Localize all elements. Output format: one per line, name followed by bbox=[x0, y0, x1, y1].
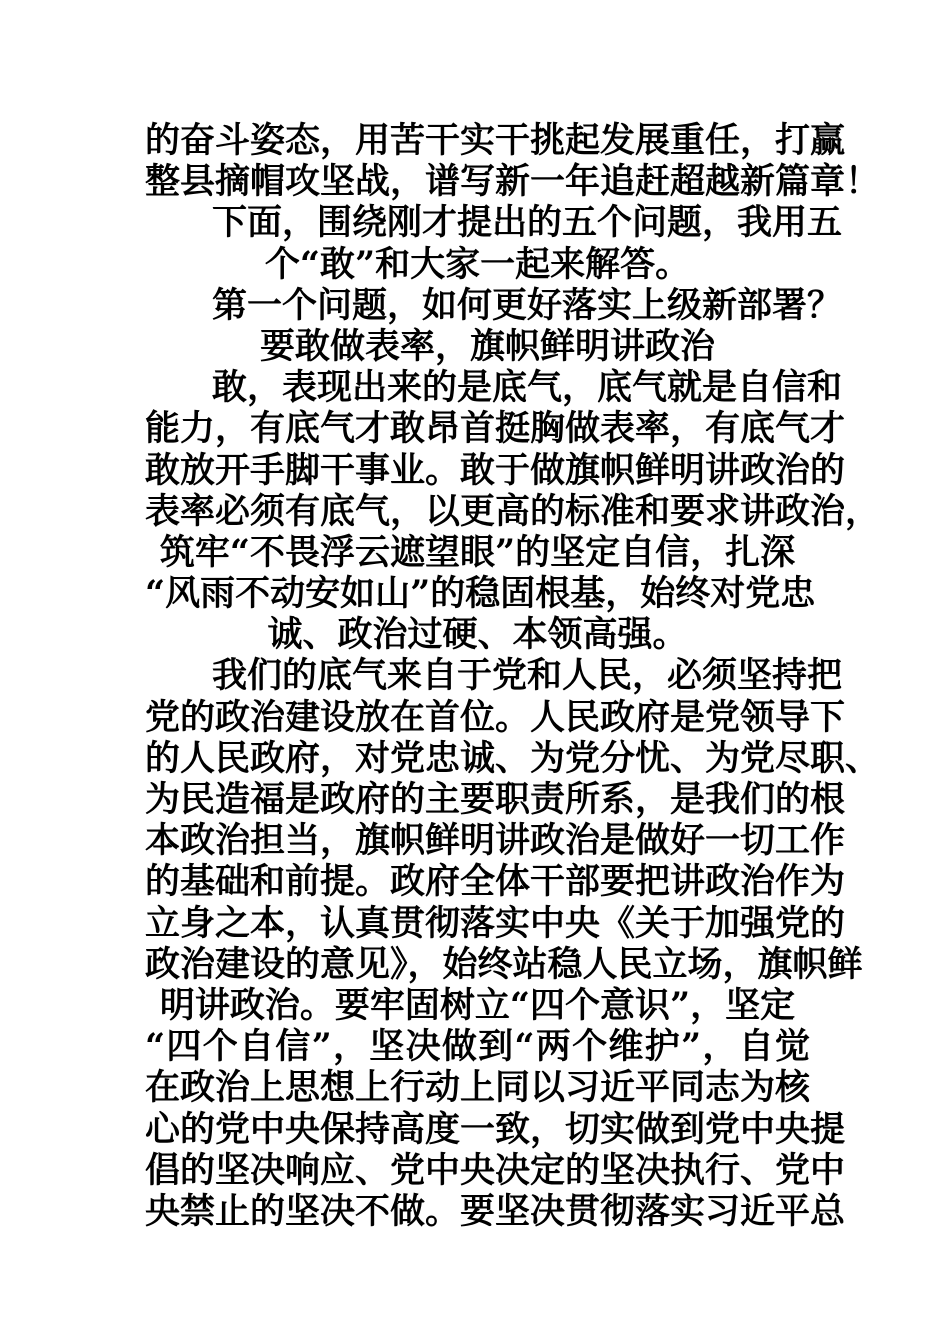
paragraph-start-line: 我们的底气来自于党和人民，必须坚持把 bbox=[212, 655, 843, 697]
paragraph-start-line: 下面，围绕刚才提出的五个问题，我用五 bbox=[212, 202, 843, 244]
text-line: 的基础和前提。政府全体干部要把讲政治作为 bbox=[145, 861, 846, 903]
text-line: 立身之本，认真贯彻落实中央《关于加强党的 bbox=[145, 902, 846, 944]
paragraph-start-line: 敢，表现出来的是底气，底气就是自信和 bbox=[212, 367, 843, 409]
paragraph-start-line: 第一个问题，如何更好落实上级新部署？ bbox=[212, 284, 843, 326]
text-line: 表率必须有底气，以更高的标准和要求讲政治， bbox=[145, 490, 881, 532]
text-line: 个“敢”和大家一起来解答。 bbox=[264, 243, 691, 285]
text-line: 在政治上思想上行动上同以习近平同志为核 bbox=[145, 1067, 811, 1109]
text-line: “四个自信”，坚决做到“两个维护”，自觉 bbox=[145, 1026, 810, 1068]
text-line: 为民造福是政府的主要职责所系，是我们的根 bbox=[145, 779, 846, 820]
text-line: 心的党中央保持高度一致，切实做到党中央提 bbox=[145, 1108, 846, 1150]
text-line: 敢放开手脚干事业。敢于做旗帜鲜明讲政治的 bbox=[145, 449, 846, 491]
text-line: 的人民政府，对党忠诚、为党分忧、为党尽职、 bbox=[145, 737, 881, 779]
text-line: 能力，有底气才敢昂首挺胸做表率，有底气才 bbox=[145, 408, 846, 450]
text-line: 诚、政治过硬、本领高强。 bbox=[267, 614, 688, 656]
text-line: 筑牢“不畏浮云遮望眼”的坚定自信，扎深 bbox=[159, 531, 796, 573]
text-line: 整县摘帽攻坚战，谱写新一年追赶超越新篇章！ bbox=[145, 161, 881, 203]
text-line: 的奋斗姿态，用苦干实干挑起发展重任，打赢 bbox=[145, 120, 846, 161]
text-line: 央禁止的坚决不做。要坚决贯彻落实习近平总 bbox=[145, 1190, 846, 1232]
body-text bbox=[145, 120, 881, 1232]
text-line: “风雨不动安如山”的稳固根基，始终对党忠 bbox=[145, 573, 816, 615]
text-line: 明讲政治。要牢固树立“四个意识”，坚定 bbox=[159, 984, 796, 1026]
text-line: 党的政治建设放在首位。人民政府是党领导下 bbox=[145, 696, 846, 738]
text-line: 倡的坚决响应、党中央决定的坚决执行、党中 bbox=[145, 1149, 846, 1191]
section-heading: 要敢做表率，旗帜鲜明讲政治 bbox=[260, 325, 716, 367]
text-line: 本政治担当，旗帜鲜明讲政治是做好一切工作 bbox=[145, 820, 846, 862]
text-line: 政治建设的意见》，始终站稳人民立场，旗帜鲜 bbox=[145, 943, 863, 985]
